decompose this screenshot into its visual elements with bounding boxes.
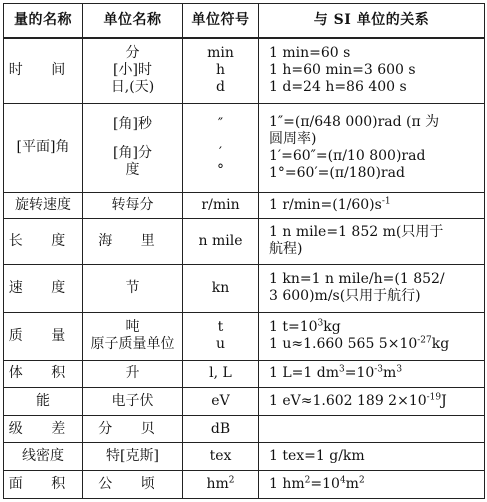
relation-text: 1 h=60 min=3 600 s bbox=[269, 62, 416, 79]
relation-text: J bbox=[441, 392, 447, 409]
unit-cell bbox=[83, 219, 183, 265]
quantity-label: 旋转速度 bbox=[15, 196, 71, 213]
unit-cell bbox=[83, 192, 183, 218]
quantity-label: 时 间 bbox=[8, 62, 78, 79]
relation-cell bbox=[259, 416, 485, 443]
quantity-cell bbox=[4, 264, 83, 312]
relation-text: 1 d=24 h=86 400 s bbox=[269, 79, 407, 96]
relation-exponent: -19 bbox=[426, 392, 442, 403]
unit-cell bbox=[83, 38, 183, 103]
header-unit-symbol: 单位符号 bbox=[183, 4, 259, 38]
symbol-label: eV bbox=[211, 392, 230, 409]
relation-text bbox=[269, 365, 484, 382]
relation-text: =10 bbox=[310, 475, 340, 492]
quantity-cell bbox=[4, 416, 83, 443]
relation-cell bbox=[259, 470, 485, 498]
relation-exponent: -3 bbox=[374, 364, 384, 375]
symbol-label: hm bbox=[206, 475, 229, 492]
unit-cell bbox=[83, 387, 183, 415]
table-row bbox=[4, 219, 485, 265]
relation-text bbox=[269, 319, 484, 336]
quantity-cell bbox=[4, 387, 83, 415]
symbol-label: ′ bbox=[218, 145, 223, 162]
unit-cell bbox=[83, 443, 183, 470]
relation-cell bbox=[259, 103, 485, 192]
relation-text bbox=[269, 476, 484, 493]
relation-cell bbox=[259, 443, 485, 470]
table-row bbox=[4, 312, 485, 360]
unit-label: [小]时 bbox=[113, 62, 152, 79]
unit-cell bbox=[83, 264, 183, 312]
table-row bbox=[4, 360, 485, 387]
quantity-label: 线密度 bbox=[22, 447, 64, 464]
relation-text: 圆周率) bbox=[269, 130, 317, 147]
relation-cell bbox=[259, 192, 485, 218]
relation-cell bbox=[259, 38, 485, 103]
relation-text bbox=[269, 393, 484, 410]
unit-label: 原子质量单位 bbox=[90, 336, 175, 353]
symbol-cell bbox=[183, 264, 259, 312]
quantity-cell bbox=[4, 443, 83, 470]
symbol-cell bbox=[183, 360, 259, 387]
table-row bbox=[4, 443, 485, 470]
relation-cell bbox=[259, 312, 485, 360]
symbol-label: ″ bbox=[217, 116, 224, 133]
quantity-label: 能 bbox=[36, 392, 50, 409]
relation-text: m bbox=[345, 475, 359, 492]
relation-text: 1°=60′=(π/180)rad bbox=[269, 164, 405, 181]
relation-text bbox=[269, 336, 484, 353]
unit-cell bbox=[83, 103, 183, 192]
header-row bbox=[4, 4, 485, 38]
quantity-cell bbox=[4, 192, 83, 218]
unit-label: 公 顷 bbox=[98, 475, 167, 492]
symbol-label: ° bbox=[217, 162, 224, 179]
symbol-cell bbox=[183, 416, 259, 443]
relation-text: 1 r/min=(1/60)s bbox=[269, 196, 382, 213]
quantity-cell bbox=[4, 360, 83, 387]
symbol-label: kn bbox=[211, 279, 230, 296]
quantity-label: 速 度 bbox=[8, 279, 78, 296]
relation-text: 1 kn=1 n mile/h=(1 852/ bbox=[269, 271, 445, 288]
relation-text: 1 eV≈1.602 189 2×10 bbox=[269, 392, 427, 409]
quantity-label: 质 量 bbox=[8, 327, 78, 344]
symbol-cell bbox=[183, 219, 259, 265]
unit-label: 分 bbox=[125, 45, 140, 62]
table-row bbox=[4, 38, 485, 103]
unit-label: 吨 bbox=[125, 319, 140, 336]
unit-label: 分 贝 bbox=[98, 420, 167, 437]
quantity-label: 体 积 bbox=[8, 365, 78, 382]
relation-text: 1 u≈1.660 565 5×10 bbox=[269, 336, 418, 353]
symbol-label: n mile bbox=[198, 232, 243, 249]
relation-exponent: 3 bbox=[317, 318, 324, 329]
table-row bbox=[4, 103, 485, 192]
relation-exponent: 2 bbox=[304, 475, 311, 486]
quantity-label: 面 积 bbox=[8, 475, 78, 492]
relation-cell bbox=[259, 264, 485, 312]
unit-label: [角]秒 bbox=[113, 116, 152, 133]
symbol-cell bbox=[183, 192, 259, 218]
relation-text: m bbox=[383, 365, 397, 382]
quantity-label: 长 度 bbox=[8, 232, 78, 249]
symbol-label: u bbox=[215, 336, 226, 353]
relation-text: kg bbox=[323, 319, 341, 336]
relation-text: =10 bbox=[344, 365, 375, 382]
quantity-cell bbox=[4, 470, 83, 498]
relation-exponent: 2 bbox=[358, 475, 365, 486]
table-row bbox=[4, 387, 485, 415]
symbol-cell bbox=[183, 470, 259, 498]
quantity-cell bbox=[4, 312, 83, 360]
spacer bbox=[183, 133, 258, 145]
symbol-label: tex bbox=[209, 447, 232, 464]
relation-cell bbox=[259, 360, 485, 387]
unit-conversion-table bbox=[3, 3, 485, 499]
relation-exponent: 4 bbox=[339, 475, 346, 486]
relation-exponent: 3 bbox=[338, 364, 345, 375]
relation-text: 航程) bbox=[269, 241, 303, 258]
header-unit-name: 单位名称 bbox=[83, 4, 183, 38]
relation-exponent: -1 bbox=[381, 196, 391, 207]
relation-cell bbox=[259, 387, 485, 415]
table-row bbox=[4, 264, 485, 312]
relation-text: 3 600)m/s(只用于航行) bbox=[269, 288, 421, 305]
relation-text: 1″=(π/648 000)rad (π 为 bbox=[269, 113, 440, 130]
relation-text bbox=[269, 197, 484, 214]
table-row bbox=[4, 416, 485, 443]
unit-cell bbox=[83, 312, 183, 360]
relation-text: 1 hm bbox=[269, 475, 305, 492]
symbol-label: dB bbox=[210, 420, 231, 437]
unit-label: 转每分 bbox=[111, 196, 154, 213]
symbol-cell bbox=[183, 103, 259, 192]
unit-label: [角]分 bbox=[113, 145, 152, 162]
header-quantity-name: 量的名称 bbox=[4, 4, 83, 38]
relation-text: 1 min=60 s bbox=[269, 45, 351, 62]
symbol-label: l, L bbox=[209, 365, 232, 382]
relation-text: 1′=60″=(π/10 800)rad bbox=[269, 147, 426, 164]
relation-text: 1 L=1 dm bbox=[269, 365, 339, 382]
relation-exponent: 3 bbox=[396, 364, 403, 375]
quantity-label: [平面]角 bbox=[16, 139, 70, 156]
unit-cell bbox=[83, 360, 183, 387]
quantity-label: 级 差 bbox=[8, 420, 78, 437]
relation-text: 1 t=10 bbox=[269, 319, 318, 336]
symbol-label: r/min bbox=[201, 196, 240, 213]
symbol-label: h bbox=[215, 62, 226, 79]
symbol-cell bbox=[183, 312, 259, 360]
quantity-cell bbox=[4, 38, 83, 103]
header-si-relation: 与 SI 单位的关系 bbox=[259, 4, 485, 38]
unit-label: 日,(天) bbox=[110, 79, 155, 96]
relation-cell bbox=[259, 219, 485, 265]
relation-exponent: -27 bbox=[417, 335, 432, 346]
relation-text: kg bbox=[431, 336, 450, 353]
unit-label: 特[克斯] bbox=[106, 447, 159, 464]
table-row bbox=[4, 192, 485, 218]
unit-label: 节 bbox=[125, 279, 140, 296]
table-row bbox=[4, 470, 485, 498]
relation-text: 1 tex=1 g/km bbox=[269, 447, 365, 464]
relation-text: 1 n mile=1 852 m(只用于 bbox=[269, 224, 444, 241]
symbol-label: d bbox=[216, 79, 225, 96]
quantity-cell bbox=[4, 219, 83, 265]
unit-label: 升 bbox=[125, 365, 140, 382]
symbol-cell bbox=[183, 387, 259, 415]
quantity-cell bbox=[4, 103, 83, 192]
symbol-label: t bbox=[217, 319, 224, 336]
unit-cell bbox=[83, 416, 183, 443]
unit-label: 电子伏 bbox=[111, 392, 154, 409]
spacer bbox=[83, 133, 182, 145]
symbol-exponent: 2 bbox=[228, 475, 235, 486]
symbol-label bbox=[183, 476, 258, 493]
symbol-cell bbox=[183, 38, 259, 103]
unit-label: 度 bbox=[125, 162, 140, 179]
symbol-label: min bbox=[207, 45, 234, 62]
unit-cell bbox=[83, 470, 183, 498]
symbol-cell bbox=[183, 443, 259, 470]
unit-label: 海 里 bbox=[98, 232, 167, 249]
